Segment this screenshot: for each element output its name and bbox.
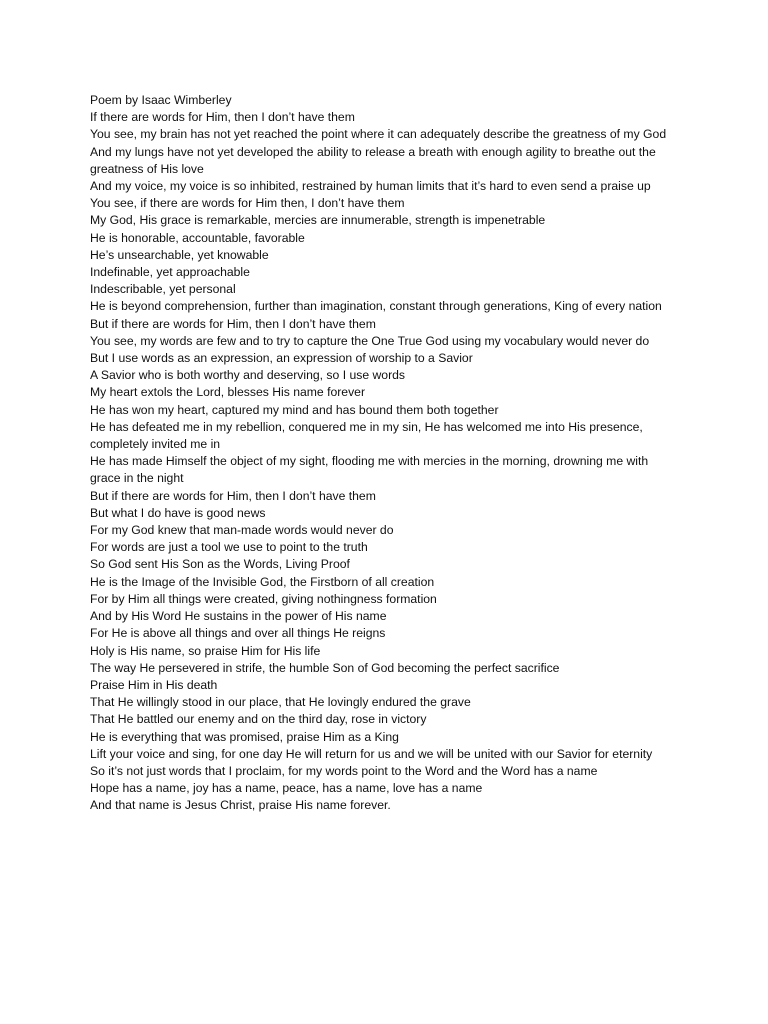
poem-line: A Savior who is both worthy and deserving, so I use words <box>90 368 406 383</box>
poem-line: But I use words as an expression, an expression of worship to a Savior <box>90 351 473 366</box>
poem-line: That He battled our enemy and on the third day, rose in victory <box>90 712 427 727</box>
poem-line: He is the Image of the Invisible God, the Firstborn of all creation <box>90 574 435 589</box>
poem-line: He is beyond comprehension, further than imagination, constant through generations, King of every nation <box>90 299 662 314</box>
poem-line: The way He persevered in strife, the humble Son of God becoming the perfect sacrifice <box>90 660 560 675</box>
poem-line: If there are words for Him, then I don’t have them <box>90 110 355 125</box>
poem-line: For He is above all things and over all things He reigns <box>90 626 386 641</box>
poem-line: He is honorable, accountable, favorable <box>90 230 305 245</box>
poem-line: You see, my words are few and to try to capture the One True God using my vocabulary would never do <box>90 333 650 348</box>
poem-line: Praise Him in His death <box>90 677 218 692</box>
poem-line: Holy is His name, so praise Him for His life <box>90 643 321 658</box>
poem-line: You see, my brain has not yet reached the point where it can adequately describe the greatness of my God <box>90 127 667 142</box>
poem-line: And by His Word He sustains in the power of His name <box>90 609 387 624</box>
poem-line: Hope has a name, joy has a name, peace, has a name, love has a name <box>90 781 483 796</box>
poem-line: So it’s not just words that I proclaim, for my words point to the Word and the Word has a name <box>90 763 598 778</box>
poem-line: You see, if there are words for Him then, I don’t have them <box>90 196 405 211</box>
poem-line: Indescribable, yet personal <box>90 282 236 297</box>
poem-document <box>90 92 682 815</box>
poem-line: For words are just a tool we use to point to the truth <box>90 540 368 555</box>
poem-title: Poem by Isaac Wimberley <box>90 93 232 107</box>
poem-line: But if there are words for Him, then I don’t have them <box>90 316 376 331</box>
poem-line: Indefinable, yet approachable <box>90 265 250 280</box>
poem-line: And my lungs have not yet developed the ability to release a breath with enough agility to breathe out the greatness of His love <box>90 144 656 176</box>
poem-line: He has made Himself the object of my sight, flooding me with mercies in the morning, drowning me with grace in the night <box>90 454 649 486</box>
poem-line: For my God knew that man-made words would never do <box>90 523 394 538</box>
poem-line: For by Him all things were created, giving nothingness formation <box>90 591 437 606</box>
poem-line: But what I do have is good news <box>90 505 266 520</box>
poem-line: That He willingly stood in our place, that He lovingly endured the grave <box>90 695 471 710</box>
poem-line: My heart extols the Lord, blesses His name forever <box>90 385 366 400</box>
poem-line: But if there are words for Him, then I don’t have them <box>90 488 376 503</box>
poem-line: Lift your voice and sing, for one day He will return for us and we will be united with our Savior for eternity <box>90 746 653 761</box>
poem-line: He is everything that was promised, praise Him as a King <box>90 729 399 744</box>
poem-line: He has defeated me in my rebellion, conquered me in my sin, He has welcomed me into His presence, completely invited me in <box>90 419 643 452</box>
poem-line: So God sent His Son as the Words, Living Proof <box>90 557 350 572</box>
poem-line: And that name is Jesus Christ, praise His name forever. <box>90 798 391 813</box>
poem-line: My God, His grace is remarkable, mercies are innumerable, strength is impenetrable <box>90 213 546 228</box>
poem-line: And my voice, my voice is so inhibited, restrained by human limits that it’s hard to even send a praise up <box>90 179 651 194</box>
poem-line: He has won my heart, captured my mind and has bound them both together <box>90 402 499 417</box>
poem-line: He’s unsearchable, yet knowable <box>90 247 269 262</box>
